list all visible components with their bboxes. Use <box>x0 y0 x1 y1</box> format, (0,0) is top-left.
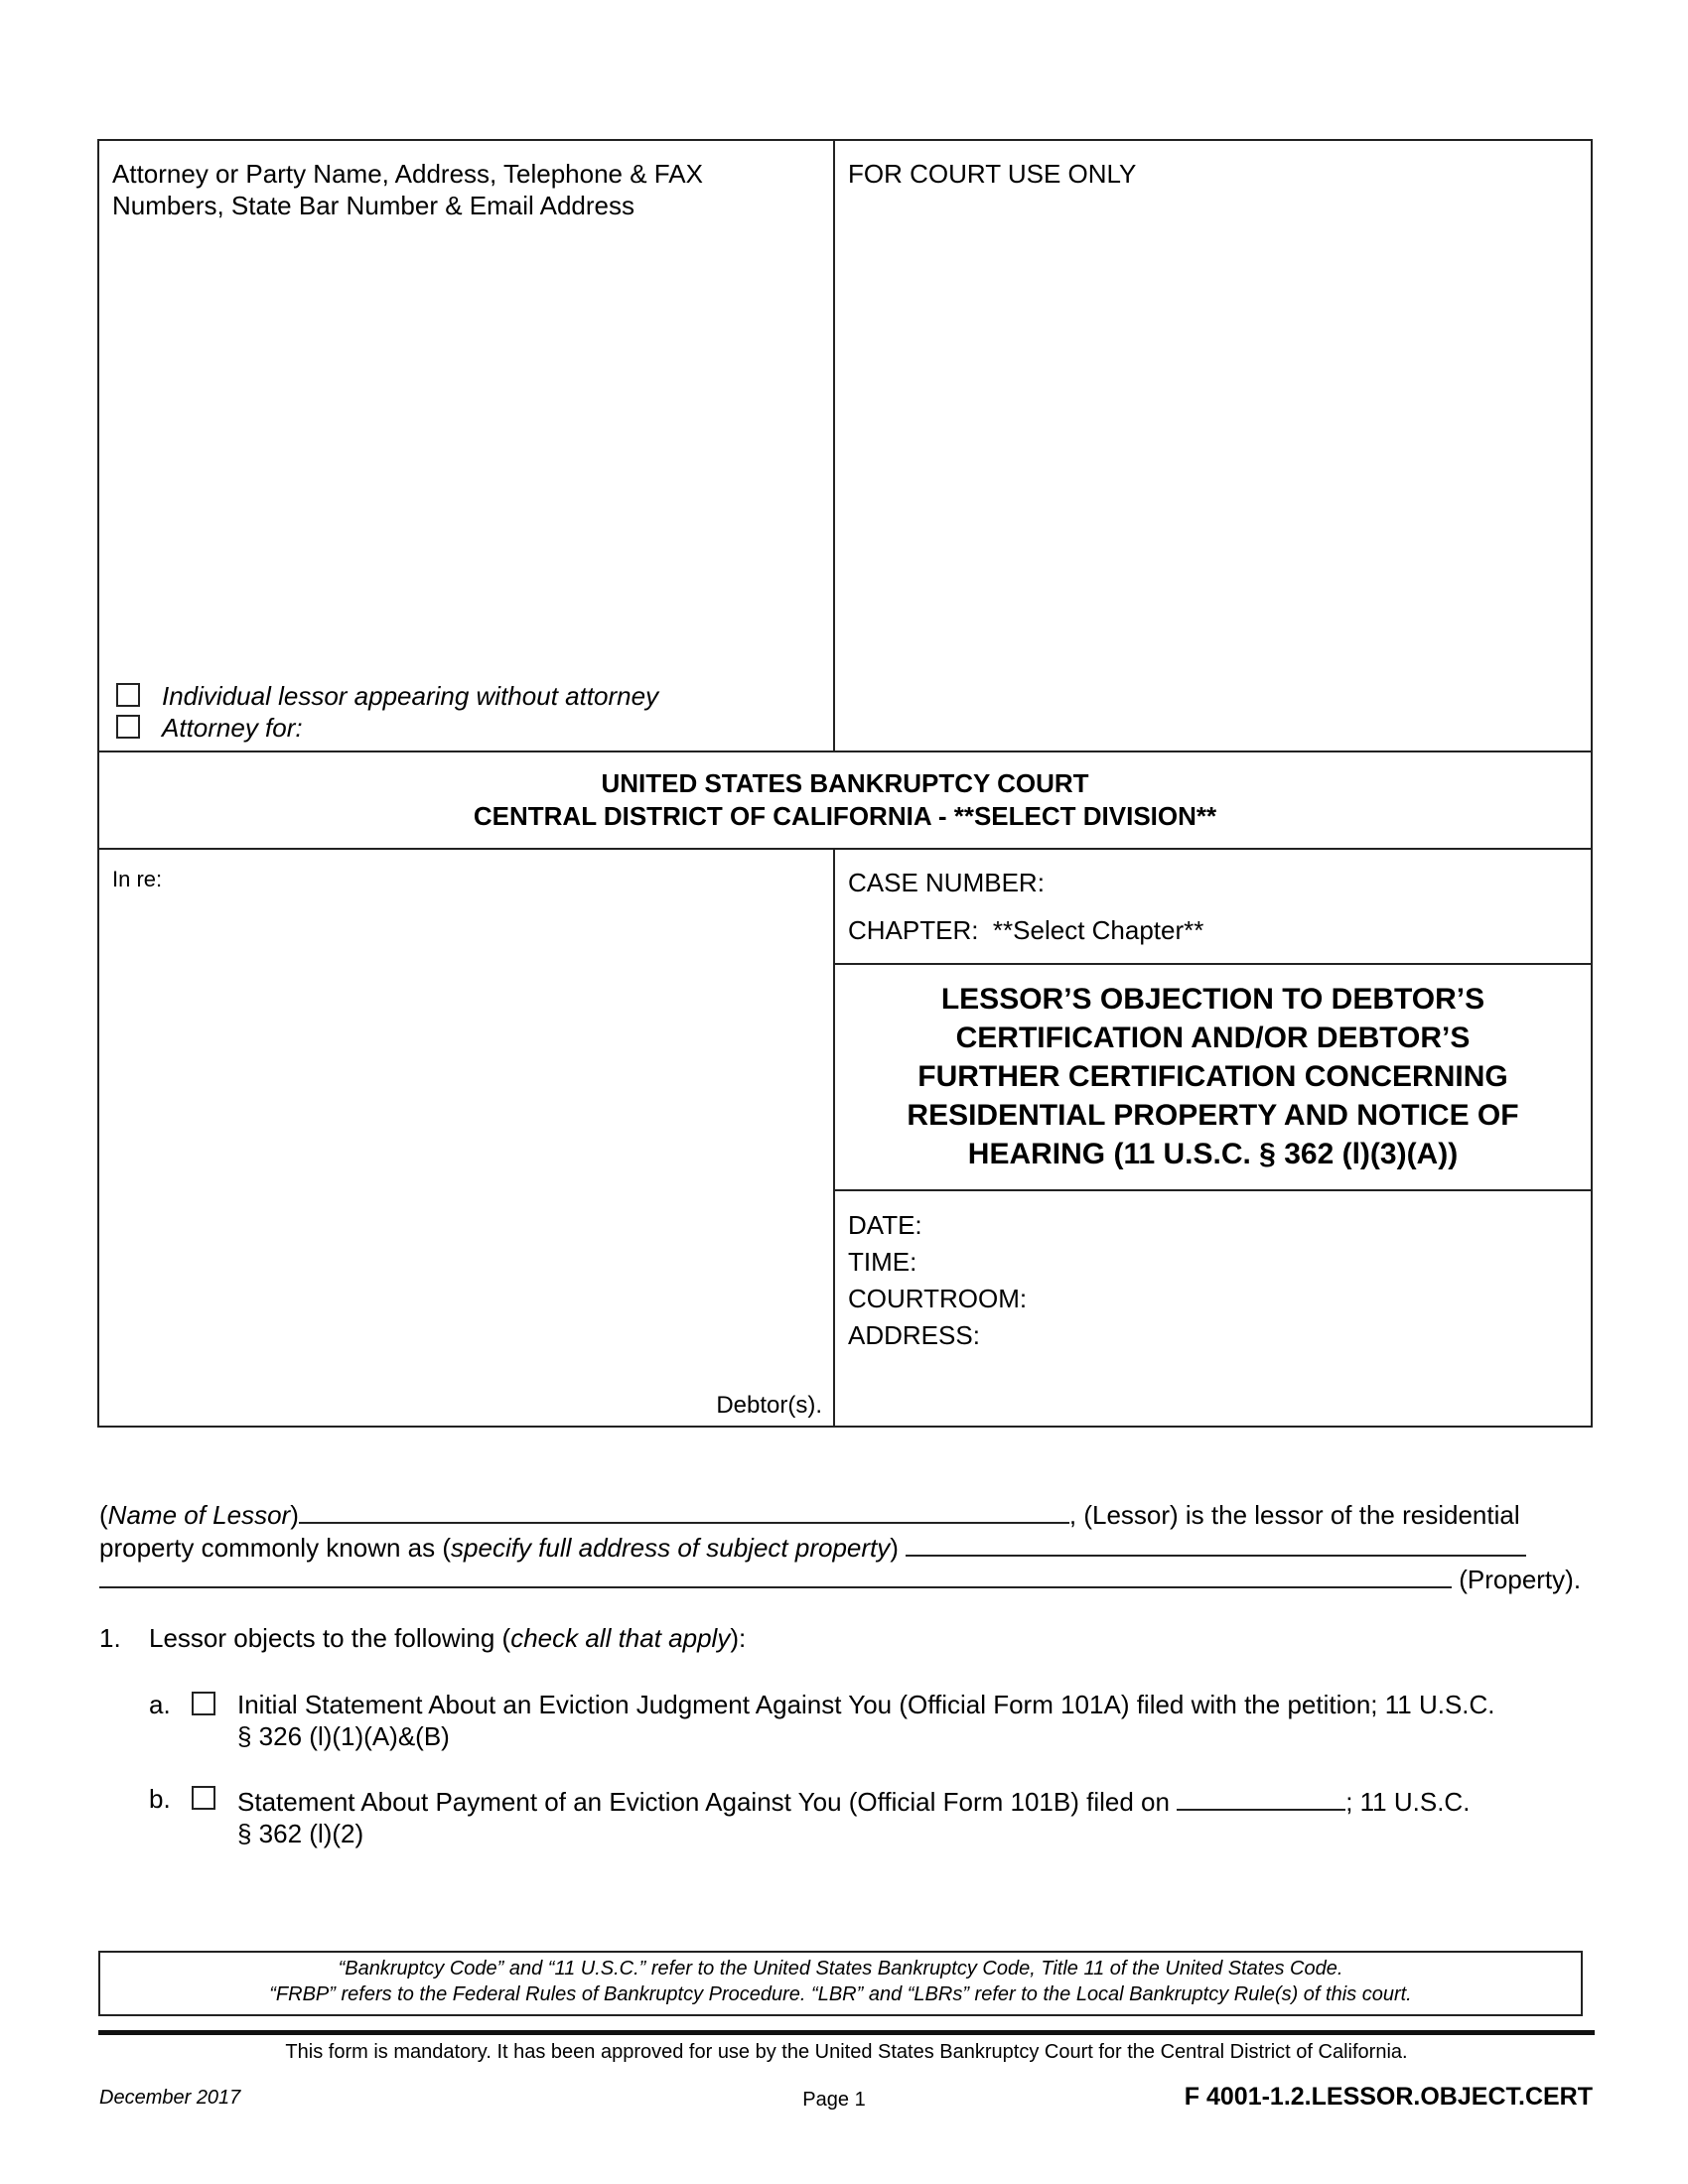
attorney-info-box[interactable] <box>97 139 835 752</box>
item-b-line2: § 362 (l)(2) <box>237 1819 364 1848</box>
document-title <box>833 980 1593 1173</box>
mandatory-notice: This form is mandatory. It has been approved for use by the United States Bankruptcy Court for the Central District of California. <box>285 2041 1408 2063</box>
court-name <box>97 767 1593 833</box>
in-re-box[interactable] <box>97 848 835 1428</box>
title-line-5: HEARING (11 U.S.C. § 362 (l)(3)(A)) <box>967 1138 1459 1170</box>
page-number: Page 1 <box>802 2089 866 2111</box>
court-name-line1: UNITED STATES BANKRUPTCY COURT <box>601 768 1089 798</box>
court-name-line2: CENTRAL DISTRICT OF CALIFORNIA - **SELECT DIVISION** <box>473 801 1217 831</box>
individual-lessor-label: Individual lessor appearing without attorney <box>162 681 659 711</box>
title-line-2: CERTIFICATION AND/OR DEBTOR’S <box>955 1022 1471 1054</box>
item-a-line1: Initial Statement About an Eviction Judgment Against You (Official Form 101A) filed with the petition; 11 U.S.C. <box>237 1690 1495 1719</box>
hearing-courtroom-label: COURTROOM: <box>848 1284 1028 1313</box>
chapter-select[interactable]: **Select Chapter** <box>992 915 1204 945</box>
individual-lessor-checkbox[interactable] <box>116 683 140 707</box>
property-suffix: (Property). <box>1459 1565 1582 1594</box>
footer-divider <box>98 2030 1595 2035</box>
title-line-1: LESSOR’S OBJECTION TO DEBTOR’S <box>940 983 1485 1016</box>
chapter-row <box>848 914 1203 946</box>
item-b-checkbox[interactable] <box>192 1786 215 1810</box>
hearing-details <box>848 1207 1027 1354</box>
attorney-label-line1: Attorney or Party Name, Address, Telephone & FAX <box>112 159 703 189</box>
note-line1: “Bankruptcy Code” and “11 U.S.C.” refer to the United States Bankruptcy Code, Title 11 of the United States Code. <box>338 1958 1343 1979</box>
form-date: December 2017 <box>99 2087 241 2109</box>
property-line-2 <box>99 1561 1581 1595</box>
hearing-date-label: DATE: <box>848 1210 922 1240</box>
hearing-time-label: TIME: <box>848 1247 917 1277</box>
attorney-for-checkbox[interactable] <box>116 715 140 739</box>
item-b-letter: b. <box>149 1784 171 1814</box>
property-prefix: property commonly known as ( <box>99 1533 452 1563</box>
lessor-suffix: , (Lessor) is the lessor of the residential <box>1068 1500 1520 1530</box>
item-b-text <box>237 1783 1470 1849</box>
item-b-line1 <box>237 1783 1470 1818</box>
hearing-address-label: ADDRESS: <box>848 1320 980 1350</box>
property-italic: specify full address of subject property <box>451 1533 891 1563</box>
item-a-checkbox[interactable] <box>192 1692 215 1715</box>
attorney-for-label: Attorney for: <box>162 713 303 743</box>
form-id: F 4001-1.2.LESSOR.OBJECT.CERT <box>1184 2083 1593 2111</box>
note-line2: “FRBP” refers to the Federal Rules of Bankruptcy Procedure. “LBR” and “LBRs” refer to the Local Bankruptcy Rule(s) of this court. <box>269 1983 1412 2005</box>
court-use-only-label: FOR COURT USE ONLY <box>848 159 1137 189</box>
item-a-line2: § 326 (l)(1)(A)&(B) <box>237 1721 450 1751</box>
property-address-field-2[interactable] <box>99 1561 1452 1588</box>
item-b-line1-a: Statement About Payment of an Eviction Against You (Official Form 101B) filed on <box>237 1787 1170 1817</box>
debtors-label: Debtor(s). <box>716 1392 822 1419</box>
item-a-letter: a. <box>149 1690 171 1719</box>
item-b-line1-b: ; 11 U.S.C. <box>1345 1787 1471 1817</box>
item-1-number: 1. <box>99 1623 121 1653</box>
chapter-label: CHAPTER: <box>848 915 979 945</box>
case-number-label: CASE NUMBER: <box>848 868 1045 897</box>
in-re-label: In re: <box>112 867 163 891</box>
item-1-text <box>149 1622 746 1654</box>
name-of-lessor-label: Name of Lessor <box>107 1500 291 1530</box>
item-1-text-b: ): <box>730 1623 747 1653</box>
property-line: property commonly known as (specify full address of subject property) <box>99 1529 1526 1564</box>
attorney-label <box>112 158 807 221</box>
court-use-box <box>833 139 1593 752</box>
item-b-date-field[interactable] <box>1177 1783 1345 1811</box>
lessor-name-field[interactable] <box>299 1496 1069 1524</box>
title-line-3: FURTHER CERTIFICATION CONCERNING <box>917 1060 1508 1093</box>
definitions-note <box>98 1956 1583 2007</box>
case-number-box <box>833 848 1593 965</box>
item-1-italic: check all that apply <box>510 1623 731 1653</box>
item-a-text <box>237 1689 1495 1752</box>
lessor-line: (Name of Lessor) , (Lessor) is the lessor of the residential <box>99 1496 1520 1531</box>
title-line-4: RESIDENTIAL PROPERTY AND NOTICE OF <box>907 1099 1519 1132</box>
attorney-label-line2: Numbers, State Bar Number & Email Address <box>112 191 634 220</box>
property-address-field-1[interactable] <box>906 1529 1526 1557</box>
item-1-text-a: Lessor objects to the following ( <box>149 1623 511 1653</box>
